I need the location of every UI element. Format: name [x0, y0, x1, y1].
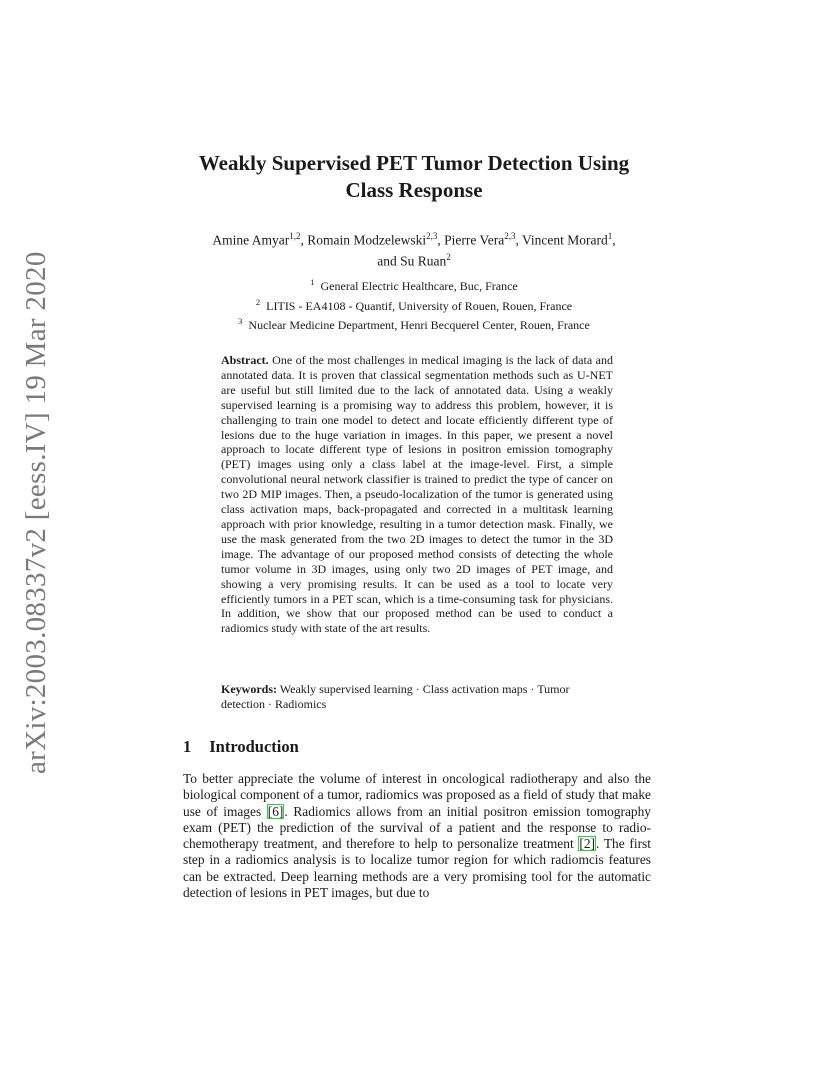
intro-paragraph: [183, 771, 651, 901]
author-affiliation-mark: 2: [446, 251, 451, 262]
title-line-1: Weakly Supervised PET Tumor Detection Using: [198, 151, 630, 175]
arxiv-identifier: arXiv:2003.08337v2 [eess.IV] 19 Mar 2020: [20, 251, 52, 774]
citation-link[interactable]: [2]: [579, 836, 596, 852]
affiliation-item: [150, 295, 678, 315]
section-number: 1: [183, 737, 192, 756]
author-name: Amine Amyar: [212, 232, 290, 248]
affiliation-item: [150, 314, 678, 334]
intro-text: . Radiomics allows from an initial positron emission tomography exam (PET) the prediction of the survival of a patient and the response to radio-chemotherapy treatment, and therefore to help to personalize treatment: [183, 803, 651, 852]
author-name: Su Ruan: [400, 253, 447, 268]
author-affiliation-mark: 2,3: [426, 231, 438, 241]
author-separator: ,: [437, 232, 445, 248]
affiliation-mark: 1: [310, 277, 315, 287]
affiliation-list: [150, 275, 678, 334]
keywords-text: Weakly supervised learning · Class activation maps · Tumor detection · Radiomics: [221, 682, 570, 711]
authors-line-2: [150, 249, 678, 270]
section-title: Introduction: [209, 737, 299, 756]
abstract: [221, 353, 613, 636]
author-separator: ,: [515, 232, 522, 248]
intro-text: . The first step in a radiomics analysis is to localize tumor region for which radiomcis features can be extracted. Deep learning methods are a very promising tool for the automatic detection of lesions in PET images, but due to: [183, 836, 651, 901]
author-affiliation-mark: 1: [607, 231, 613, 241]
author-name: Pierre Vera: [444, 232, 505, 248]
author-prefix: and: [377, 253, 401, 268]
affiliation-text: LITIS - EA4108 - Quantif, University of Rouen, Rouen, France: [266, 298, 573, 313]
author-name: Vincent Morard: [521, 232, 608, 248]
abstract-text: One of the most challenges in medical imaging is the lack of data and annotated data. It is proven that classical segmentation methods such as U-NET are useful but still limited due to the lack of annotated data. Using a weakly supervised learning is a promising way to address this problem, however, it is challenging to train one model to detect and locate efficiently different type of lesions due to the huge variation in images. In this paper, we present a novel approach to locate different type of lesions in positron emission tomography (PET) images using only a class label at the image-level. First, a simple convolutional neural network classifier is trained to predict the type of cancer on two 2D MIP images. Then, a pseudo-localization of the tumor is generated using class activation maps, back-propagated and corrected in a multitask learning approach with prior knowledge, resulting in a tumor detection mask. Finally, we use the mask generated from the two 2D images to detect the tumor in the 3D image. The advantage of our proposed method consists of detecting the whole tumor volume in 3D images, using only two 2D images of PET image, and showing a very promising results. It can be used as a tool to locate very efficiently tumors in a PET scan, which is a time-consuming task for physicians. In addition, we show that our proposed method can be used to conduct a radiomics study with state of the art results.: [221, 353, 613, 636]
keywords-label: Keywords:: [221, 682, 277, 696]
affiliation-mark: 3: [238, 316, 243, 326]
authors-line-1: [150, 228, 678, 249]
citation-link[interactable]: [6]: [267, 803, 284, 819]
paper-title: [140, 150, 688, 204]
section-heading: [183, 737, 299, 757]
author-separator: ,: [612, 232, 616, 248]
affiliation-text: Nuclear Medicine Department, Henri Becquerel Center, Rouen, France: [248, 318, 590, 332]
title-line-2: Class Response: [345, 178, 483, 202]
abstract-label: Abstract.: [221, 353, 269, 367]
affiliation-item: [150, 275, 678, 295]
keywords: [221, 682, 613, 712]
author-name: Romain Modzelewski: [307, 232, 427, 248]
affiliation-mark: 2: [255, 296, 261, 307]
affiliation-text: General Electric Healthcare, Buc, France: [320, 279, 518, 293]
author-separator: ,: [300, 232, 308, 248]
intro-text: To better appreciate the volume of interest in oncological radiotherapy and also the biological component of a tumor, radiomics was proposed as a field of study that make use of images: [183, 771, 651, 819]
author-affiliation-mark: 2,3: [504, 231, 516, 241]
author-list: [150, 228, 678, 269]
author-affiliation-mark: 1,2: [289, 231, 301, 241]
